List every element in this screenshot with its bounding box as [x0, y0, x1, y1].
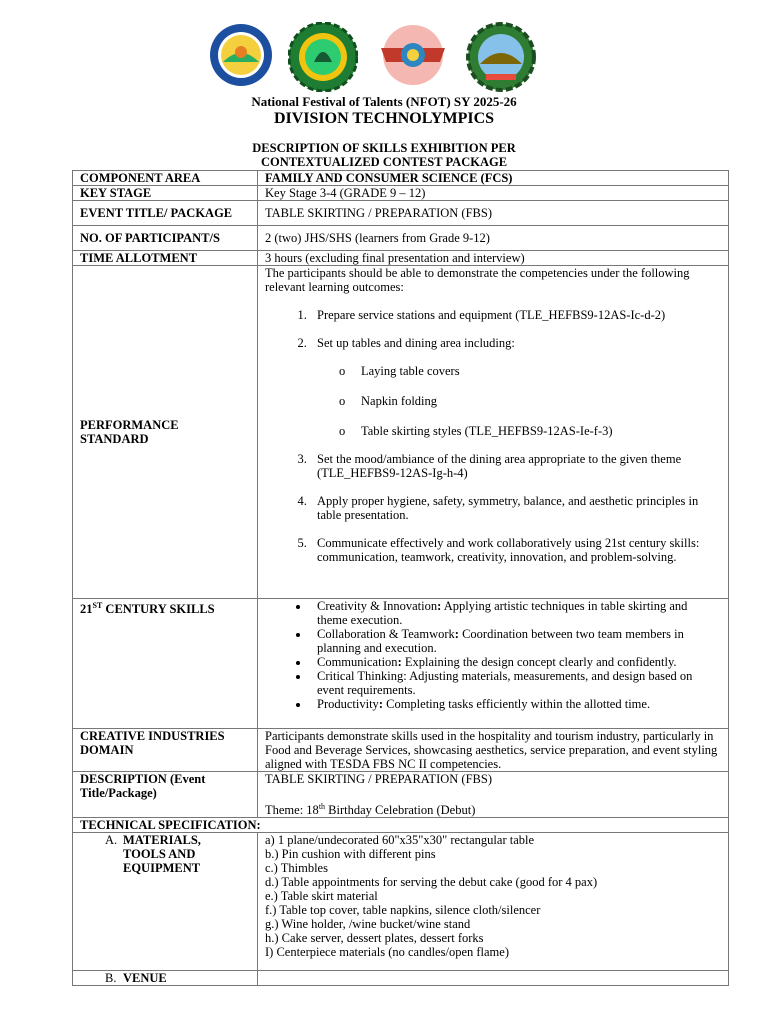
list-item [310, 336, 721, 438]
event-title-value: TABLE SKIRTING / PREPARATION (FBS) [258, 201, 729, 226]
event-subtitle: National Festival of Talents (NFOT) SY 2025-26 [251, 94, 517, 109]
list-item: d.) Table appointments for serving the debut cake (good for 4 pax) [265, 875, 598, 890]
learning-outcomes-list [265, 308, 721, 564]
description-label-line1: DESCRIPTION (Event [80, 772, 206, 786]
performance-standard-label [73, 266, 258, 599]
list-item: g.) Wine holder, /wine bucket/wine stand [265, 917, 471, 932]
sub-list-item [339, 364, 721, 378]
skill-name: Productivity [317, 697, 379, 711]
skill-description: Explaining the design concept clearly and confidently. [401, 655, 677, 669]
participants-label: NO. OF PARTICIPANT/S [73, 226, 258, 251]
table-row [73, 251, 729, 266]
skill-description: Applying artistic techniques in table skirting and theme execution. [317, 599, 688, 627]
list-item-text-bold: : communication, teamwork, creativity, innovation, and problem-solving. [317, 536, 700, 564]
list-item: h.) Cake server, dessert plates, dessert forks [265, 931, 484, 946]
materials-label-line1: MATERIALS, [123, 833, 201, 848]
skill-colon: : [378, 697, 383, 711]
sub-list-item-text: Napkin folding [361, 394, 438, 408]
description-label-line2: Title/Package) [80, 786, 157, 800]
list-item: a) 1 plane/undecorated 60"x35"x30" rectangular table [265, 833, 535, 848]
skill-name: Communication [317, 655, 398, 669]
sub-list-item-text: Table skirting styles (TLE_HEFBS9-12AS-Ie-f-3) [361, 424, 613, 438]
description-value [258, 772, 729, 818]
school-gear-seal-icon [466, 22, 536, 92]
list-item-text: Communicate effectively and work collaboratively using 21st century skills [317, 536, 696, 550]
event-title: DIVISION TECHNOLYMPICS [273, 110, 495, 127]
table-row [73, 772, 729, 818]
component-area-value: FAMILY AND CONSUMER SCIENCE (FCS) [258, 171, 729, 186]
creative-industries-value: Participants demonstrate skills used in the hospitality and tourism industry, particularly in Food and Beverage Services, showcasing aesthetics, service preparation, and event styling aligned with TESDA FBS NC II competencies. [258, 729, 729, 772]
component-area-label: COMPONENT AREA [73, 171, 258, 186]
table-row [73, 266, 729, 599]
skill-colon: : [397, 655, 402, 669]
sub-list-item [339, 394, 721, 408]
performance-standard-label-line2: STANDARD [80, 432, 149, 446]
theme-text-end: Birthday Celebration (Debut) [325, 803, 476, 818]
circle-bullet-icon: o [339, 424, 346, 438]
list-item: 1. Prepare service stations and equipment (TLE_HEFBS9-12AS-Ic-d-2) [310, 308, 721, 322]
list-item [310, 536, 721, 564]
performance-intro: The participants should be able to demonstrate the competencies under the following relevant learning outcomes: [265, 266, 690, 294]
key-stage-value: Key Stage 3-4 (GRADE 9 – 12) [258, 186, 729, 201]
skill-name: Critical Thinking [317, 669, 404, 683]
deped-division-seal-icon [206, 22, 276, 88]
materials-label-line2: TOOLS AND [123, 847, 196, 862]
technical-specification-heading: TECHNICAL SPECIFICATION: [73, 818, 729, 833]
materials-label-line3: EQUIPMENT [123, 861, 201, 876]
creative-industries-label [73, 729, 258, 772]
list-item-text: Set up tables and dining area including: [317, 336, 515, 350]
time-allotment-label: TIME ALLOTMENT [73, 251, 258, 266]
century-skills-label-number: 21 [80, 602, 93, 617]
sub-list [317, 364, 721, 438]
list-item [310, 627, 721, 655]
theme-sup: th [318, 802, 326, 811]
skill-description: Coordination between two team members in planning and execution. [317, 627, 684, 655]
venue-value [258, 971, 729, 986]
list-item: I) Centerpiece materials (no candles/open flame) [265, 945, 509, 960]
materials-label-text [123, 833, 201, 875]
time-allotment-value: 3 hours (excluding final presentation and interview) [258, 251, 729, 266]
key-stage-label: KEY STAGE [73, 186, 258, 201]
table-row [73, 818, 729, 833]
list-item [310, 697, 721, 711]
performance-standard-label-line1: PERFORMANCE [80, 418, 179, 432]
contest-package-table [72, 170, 729, 986]
skills-list [265, 599, 721, 711]
materials-letter: A. [105, 833, 118, 848]
document-title-line1: DESCRIPTION OF SKILLS EXHIBITION PER [252, 141, 516, 155]
skill-colon: : [437, 599, 442, 613]
materials-label [73, 833, 258, 971]
document-title [0, 141, 768, 169]
circle-bullet-icon: o [339, 394, 346, 408]
table-row [73, 201, 729, 226]
century-skills-label-text: CENTURY SKILLS [102, 602, 215, 617]
description-label [73, 772, 258, 818]
list-item: f.) Table top cover, table napkins, silence cloth/silencer [265, 903, 541, 918]
table-row [73, 186, 729, 201]
list-item: b.) Pin cushion with different pins [265, 847, 436, 862]
sub-list-item [339, 424, 721, 438]
description-theme [265, 800, 721, 817]
table-row [73, 171, 729, 186]
participants-value: 2 (two) JHS/SHS (learners from Grade 9-12) [258, 226, 729, 251]
table-row [73, 833, 729, 971]
creative-industries-label-line2: DOMAIN [80, 743, 134, 757]
list-item: e.) Table skirt material [265, 889, 378, 904]
logo-bar [0, 22, 768, 92]
document-title-line2: CONTEXTUALIZED CONTEST PACKAGE [260, 155, 508, 169]
table-row [73, 729, 729, 772]
list-item [310, 669, 721, 697]
division-gear-seal-icon [288, 22, 358, 92]
materials-value [258, 833, 729, 971]
sub-list-item-text: Laying table covers [361, 364, 460, 378]
skill-description: Completing tasks efficiently within the allotted time. [382, 697, 651, 711]
venue-label [73, 971, 258, 986]
creative-industries-label-line1: CREATIVE INDUSTRIES [80, 729, 225, 743]
skill-colon: : [454, 627, 459, 641]
list-item: 4. Apply proper hygiene, safety, symmetry, balance, and aesthetic principles in table presentation. [310, 494, 721, 522]
skill-name: Collaboration & Teamwork [317, 627, 455, 641]
list-item: c.) Thimbles [265, 861, 328, 876]
festival-of-talents-logo-icon [376, 22, 450, 88]
table-row [73, 599, 729, 729]
skill-name: Creativity & Innovation [317, 599, 438, 613]
venue-label-text: VENUE [123, 971, 167, 986]
century-skills-label-sup: ST [92, 601, 103, 610]
skill-description: Adjusting materials, measurements, and design based on event requirements. [317, 669, 693, 697]
century-skills-value [258, 599, 729, 729]
skill-colon: : [403, 669, 407, 683]
theme-text: Theme: 18 [265, 803, 319, 818]
table-row [73, 971, 729, 986]
table-row [73, 226, 729, 251]
event-title-label: EVENT TITLE/ PACKAGE [73, 201, 258, 226]
list-item [310, 599, 721, 627]
century-skills-label [73, 599, 258, 729]
list-item [310, 655, 721, 669]
circle-bullet-icon: o [339, 364, 346, 378]
venue-letter: B. [105, 971, 117, 986]
performance-standard-value [258, 266, 729, 599]
description-title: TABLE SKIRTING / PREPARATION (FBS) [265, 772, 492, 786]
list-item: 3. Set the mood/ambiance of the dining area appropriate to the given theme (TLE_HEFBS9-12AS-Ig-h-4) [310, 452, 721, 480]
